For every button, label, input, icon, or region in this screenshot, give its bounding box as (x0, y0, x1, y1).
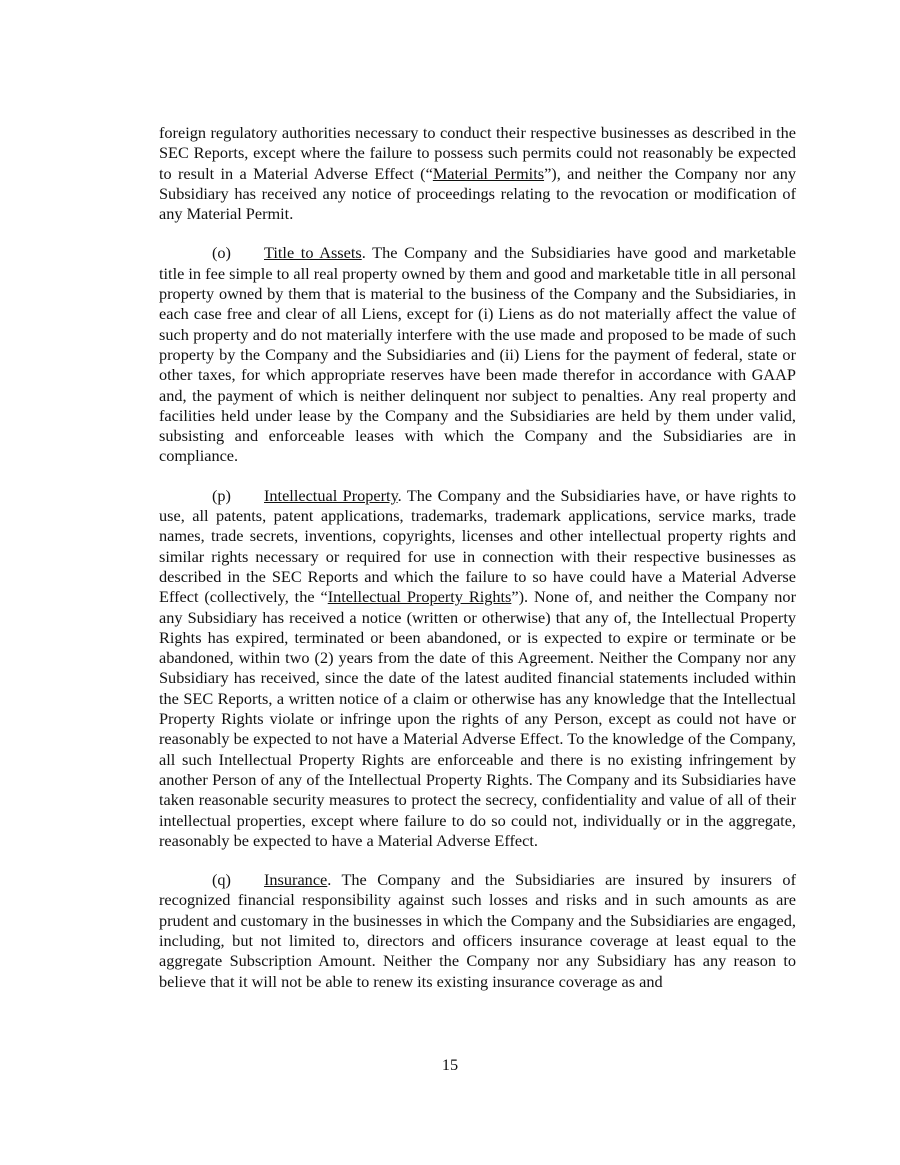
section-o-title-to-assets (159, 243, 796, 466)
document-body (159, 123, 796, 1011)
section-label: (q) (212, 870, 231, 890)
paragraph-text: foreign regulatory authorities necessary to conduct their respective businesses as described in the SEC Reports, except where the failure to possess such permits could not reasonably be expected to result in a Material Adverse Effect (“ (159, 123, 796, 183)
section-label: (o) (212, 243, 231, 263)
section-q-insurance (159, 870, 796, 992)
paragraph-text: ”), and neither the Company nor any Subsidiary has received any notice of proceedings relating to the revocation or modification of any Material Permit. (159, 163, 797, 224)
section-text: ”). None of, and neither the Company nor any Subsidiary has received a notice (written or otherwise) that any of, the Intellectual Property Rights has expired, terminated or been abandoned, or is expected to expire or terminate or be abandoned, within two (2) years from the date of this Agreement. Neither the Company nor any Subsidiary has received, since the date of the latest audited financial statements included within the SEC Reports, a written notice of a claim or otherwise has any knowledge that the Intellectual Property Rights violate or infringe upon the rights of any Person, except as could not have or reasonably be expected to not have a Material Adverse Effect. To the knowledge of the Company, all such Intellectual Property Rights are enforceable and there is no existing infringement by another Person of any of the Intellectual Property Rights. The Company and its Subsidiaries have taken reasonable security measures to protect the secrecy, confidentiality and value of all of their intellectual properties, except where failure to do so could not, individually or in the aggregate, reasonably be expected to have a Material Adverse Effect. (159, 587, 796, 850)
section-text: . The Company and the Subsidiaries have good and marketable title in fee simple to all real property owned by them and good and marketable title in all personal property owned by them that is material to the business of the Company and the Subsidiaries, in each case free and clear of all Liens, except for (i) Liens as do not materially affect the value of such property and do not materially interfere with the use made and proposed to be made of such property by the Company and the Subsidiaries and (ii) Liens for the payment of federal, state or other taxes, for which appropriate reserves have been made therefor in accordance with GAAP and, the payment of which is neither delinquent nor subject to penalties. Any real property and facilities held under lease by the Company and the Subsidiaries are held by them under valid, subsisting and enforceable leases with which the Company and the Subsidiaries are in compliance. (159, 243, 796, 466)
section-heading: Intellectual Property (264, 485, 398, 505)
defined-term-material-permits: Material Permits (432, 163, 545, 183)
paragraph-material-permits (159, 123, 796, 224)
defined-term-intellectual-property-rights: Intellectual Property Rights (327, 587, 512, 607)
page-number: 15 (441, 1055, 459, 1074)
section-text: . The Company and the Subsidiaries have, or have rights to use, all patents, patent applications, trademarks, trademark applications, service marks, trade names, trade secrets, inventions, copyrights, licenses and other intellectual property rights and similar rights necessary or required for use in connection with their respective businesses as described in the SEC Reports and which the failure to so have could have a Material Adverse Effect (collectively, the “ (159, 485, 796, 607)
section-label: (p) (212, 485, 231, 505)
section-text: . The Company and the Subsidiaries are insured by insurers of recognized financial responsibility against such losses and risks and in such amounts as are prudent and customary in the businesses in which the Company and the Subsidiaries are engaged, including, but not limited to, directors and officers insurance coverage at least equal to the aggregate Subscription Amount. Neither the Company nor any Subsidiary has any reason to believe that it will not be able to renew its existing insurance coverage as and (159, 870, 796, 991)
section-heading: Insurance (264, 870, 328, 890)
section-heading: Title to Assets (264, 243, 362, 263)
section-p-intellectual-property (159, 486, 796, 851)
